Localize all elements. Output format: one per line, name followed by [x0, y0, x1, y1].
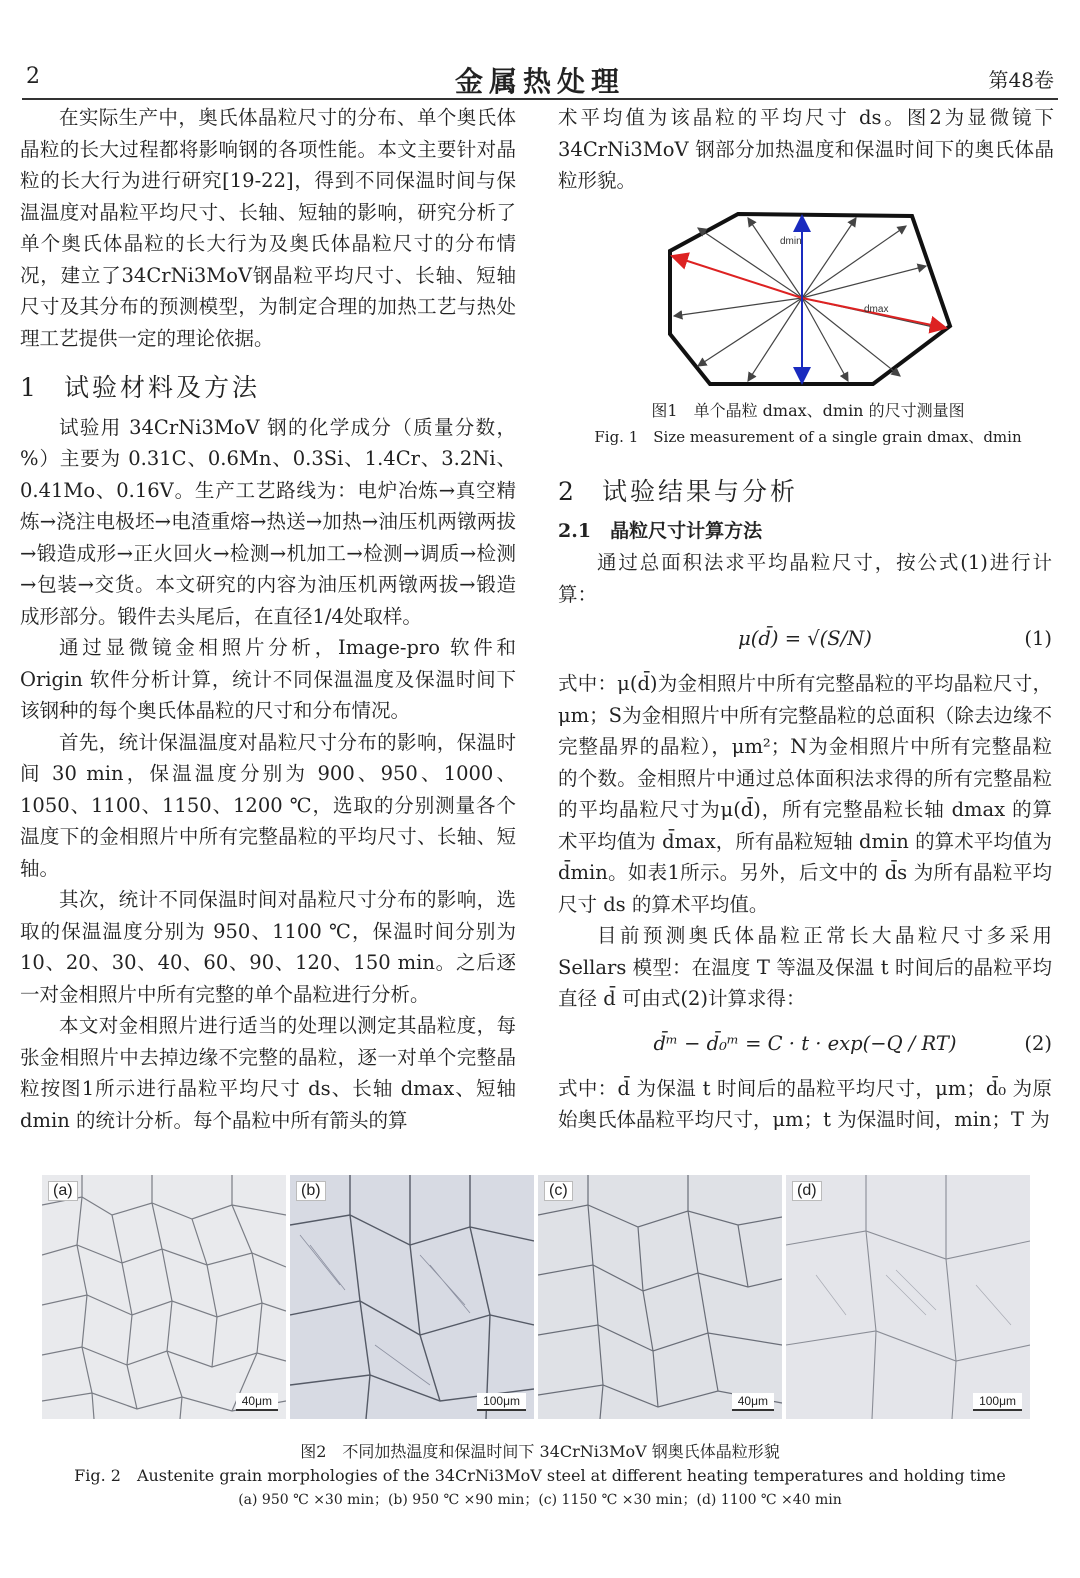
subsection-number: 2.1	[558, 519, 592, 542]
paragraph: 试验用 34CrNi3MoV 钢的化学成分（质量分数，%）主要为 0.31C、0.6Mn、0.3Si、1.4Cr、3.2Ni、0.41Mo、0.16V。生产工艺路线为：电炉冶炼→真空精炼→浇注电极坯→电渣重熔→热送→加热→油压机两镦两拔→锻造成形→正火回火→检测→机加工→检测→调质→检测→包装→交货。本文研究的内容为油压机两镦两拔→锻造成形部分。锻件去头尾后，在直径1/4处取样。	[20, 415, 516, 628]
micrograph-d	[786, 1175, 1030, 1419]
equation-number: (1)	[1024, 627, 1052, 650]
paragraph: 式中：d̄ 为保温 t 时间后的晶粒平均尺寸，μm；d̄₀ 为原始奥氏体晶粒平均尺寸，μm；t 为保温时间，min；T 为	[558, 1076, 1052, 1131]
scale-bar: 100μm	[477, 1393, 526, 1411]
panel-label: (b)	[296, 1181, 326, 1201]
figure-1-caption	[558, 398, 1058, 450]
caption-sub: (a) 950 ℃ ×30 min；(b) 950 ℃ ×90 min；(c) 1150 ℃ ×30 min；(d) 1100 ℃ ×40 min	[238, 1492, 842, 1508]
equation-body: μ(d̄) = √(S/N)	[738, 627, 872, 650]
page-number: 2	[26, 64, 40, 89]
paragraph: 通过显微镜金相照片分析，Image-pro 软件和 Origin 软件分析计算，统计不同保温温度及保温时间下该钢种的每个奥氏体晶粒的尺寸和分布情况。	[20, 636, 516, 722]
panel-label: (d)	[792, 1181, 822, 1201]
dmax-arrow	[672, 256, 802, 298]
section-1-heading	[20, 372, 516, 404]
subsection-heading	[558, 516, 1052, 548]
figure-2-caption	[30, 1440, 1050, 1512]
section-number: 2	[558, 477, 577, 506]
caption-en: Fig. 1 Size measurement of a single grain dmax、dmin	[594, 428, 1022, 446]
equation-body: d̄ᵐ − d̄₀ᵐ = C · t · exp(−Q / RT)	[653, 1031, 957, 1055]
grain-texture	[42, 1175, 286, 1419]
equation-number: (2)	[1024, 1031, 1052, 1055]
subsection-title: 晶粒尺寸计算方法	[610, 519, 763, 542]
panel-label: (c)	[544, 1181, 573, 1201]
micrograph-c	[538, 1175, 782, 1419]
scale-bar: 40μm	[236, 1393, 278, 1411]
scale-bar: 100μm	[973, 1393, 1022, 1411]
caption-cn: 图2 不同加热温度和保温时间下 34CrNi3MoV 钢奥氏体晶粒形貌	[300, 1442, 780, 1461]
paragraph: 其次，统计不同保温时间对晶粒尺寸分布的影响，选取的保温温度分别为 950、1100 ℃，保温时间分别为 10、20、30、40、60、90、120、150 min。之后逐一对金相照片中所有完整的单个晶粒进行分析。	[20, 888, 516, 1006]
paragraph: 目前预测奥氏体晶粒正常长大晶粒尺寸多采用 Sellars 模型：在温度 T 等温及保温 t 时间后的晶粒平均直径 d̄ 可由式(2)计算求得：	[558, 924, 1052, 1010]
scale-bar: 40μm	[732, 1393, 774, 1411]
right-column-body	[558, 470, 1052, 1136]
right-column-top	[558, 102, 1054, 197]
paragraph: 式中：μ(d̄)为金相照片中所有完整晶粒的平均晶粒尺寸，μm；S为金相照片中所有完整晶粒的总面积（除去边缘不完整晶界的晶粒），μm²；N为金相照片中所有完整晶粒的个数。金相照片中通过总体面积法求得的所有完整晶粒的平均晶粒尺寸为μ(d̄)，所有完整晶粒长轴 dmax 的算术平均值为 d̄max，所有晶粒短轴 dmin 的算术平均值为 d̄min。如表1所示。另外，后文中的 d̄s 为所有晶粒平均尺寸 ds 的算术平均值。	[558, 672, 1052, 916]
dmin-label: dmin	[780, 236, 802, 247]
paragraph: 首先，统计保温温度对晶粒尺寸分布的影响，保温时间 30 min，保温温度分别为 900、950、1000、1050、1100、1150、1200 ℃，选取的分别测量各个温度下的金相照片中所有完整晶粒的平均尺寸、长轴、短轴。	[20, 730, 516, 880]
section-title: 试验材料及方法	[64, 373, 261, 402]
equation-1	[558, 610, 1052, 668]
paragraph: 通过总面积法求平均晶粒尺寸，按公式(1)进行计算：	[558, 551, 1052, 606]
paragraph: 本文对金相照片进行适当的处理以测定其晶粒度，每张金相照片中去掉边缘不完整的晶粒，逐一对单个完整晶粒按图1所示进行晶粒平均尺寸 ds、长轴 dmax、短轴 dmin 的统计分析。每个晶粒中所有箭头的算	[20, 1014, 516, 1132]
grain-texture	[290, 1175, 534, 1419]
micrograph-a	[42, 1175, 286, 1419]
page-header	[22, 58, 1058, 100]
caption-cn: 图1 单个晶粒 dmax、dmin 的尺寸测量图	[651, 401, 965, 420]
left-column	[20, 102, 516, 1136]
paragraph: 术平均值为该晶粒的平均尺寸 ds。图2为显微镜下 34CrNi3MoV 钢部分加热温度和保温时间下的奥氏体晶粒形貌。	[558, 106, 1054, 192]
intro-paragraph: 在实际生产中，奥氏体晶粒尺寸的分布、单个奥氏体晶粒的长大过程都将影响钢的各项性能。本文主要针对晶粒的长大行为进行研究[19-22]，得到不同保温时间与保温温度对晶粒平均尺寸、长轴、短轴的影响，研究分析了单个奥氏体晶粒的长大行为及奥氏体晶粒尺寸的分布情况，建立了34CrNi3MoV钢晶粒平均尺寸、长轴、短轴尺寸及其分布的预测模型，为制定合理的加热工艺与热处理工艺提供一定的理论依据。	[20, 106, 516, 350]
journal-title: 金属热处理	[454, 65, 625, 98]
section-title: 试验结果与分析	[602, 477, 799, 506]
volume-label: 第48卷	[988, 68, 1054, 92]
grain-texture	[538, 1175, 782, 1419]
section-2-heading	[558, 476, 1052, 508]
dmax-label: dmax	[864, 304, 889, 315]
caption-en: Fig. 2 Austenite grain morphologies of the 34CrNi3MoV steel at different heating temperatures and holding time	[74, 1466, 1006, 1485]
section-number: 1	[20, 373, 39, 402]
equation-2	[558, 1015, 1052, 1073]
grain-measurement-diagram	[668, 206, 968, 396]
grain-texture	[786, 1175, 1030, 1419]
panel-label: (a)	[48, 1181, 78, 1201]
micrograph-b	[290, 1175, 534, 1419]
